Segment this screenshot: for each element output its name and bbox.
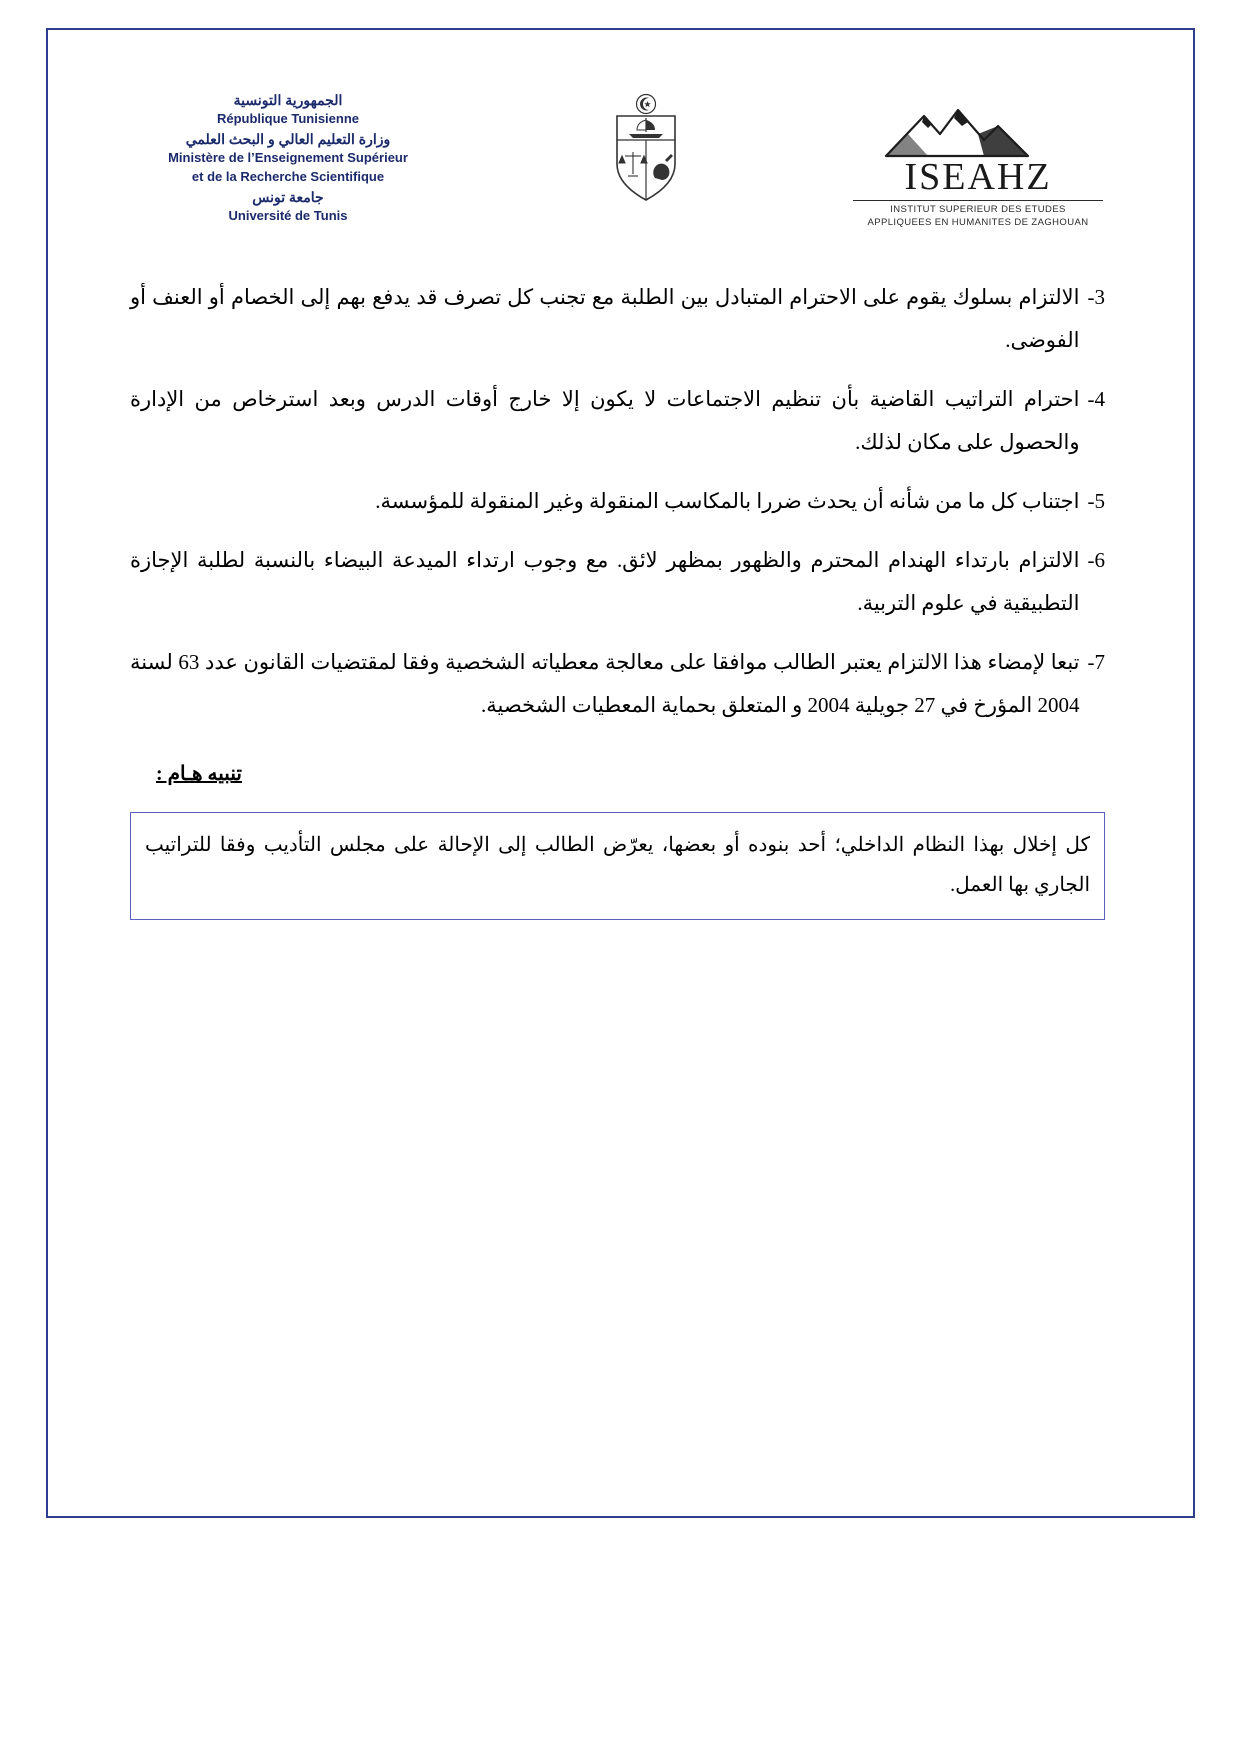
clause-text: احترام التراتيب القاضية بأن تنظيم الاجتماعات لا يكون إلا خارج أوقات الدرس وبعد استرخاص من الإدارة والحصول على مكان لذلك. [130, 386, 1080, 454]
ministry-line-3: وزارة التعليم العالي و البحث العلمي [185, 131, 391, 148]
institute-logo-subtitle [853, 200, 1103, 230]
ministry-heading [138, 90, 438, 226]
clause-item [130, 480, 1105, 523]
ministry-line-2: République Tunisienne [216, 111, 360, 127]
ministry-line-7: Université de Tunis [228, 208, 348, 224]
institute-logo [853, 100, 1103, 230]
clause-text: الالتزام بارتداء الهندام المحترم والظهور بمظهر لائق. مع وجوب ارتداء الميدعة البيضاء بالنسبة لطلبة الإجازة التطبيقية في علوم التربية. [130, 547, 1080, 615]
institute-logo-subtitle-line1: INSTITUT SUPERIEUR DES ETUDES [890, 204, 1066, 215]
clause-number: 3- [1087, 284, 1105, 309]
ministry-line-6: جامعة تونس [252, 189, 324, 206]
notice-box [130, 812, 1105, 920]
institute-logo-name: ISEAHZ [904, 156, 1052, 198]
clause-list [108, 276, 1133, 920]
page-content [48, 30, 1193, 1516]
document-header [108, 70, 1133, 230]
clause-item [130, 539, 1105, 625]
clause-item [130, 378, 1105, 464]
clause-item [130, 641, 1105, 727]
institute-logo-subtitle-line2: APPLIQUEES EN HUMANITES DE ZAGHOUAN [867, 216, 1089, 228]
ministry-line-1: الجمهورية التونسية [233, 92, 343, 108]
clause-text: الالتزام بسلوك يقوم على الاحترام المتبادل بين الطلبة مع تجنب كل تصرف قد يدفع بهم إلى الخصام أو العنف أو الفوضى. [130, 284, 1080, 352]
ministry-line-5: et de la Recherche Scientifique [191, 169, 385, 185]
clause-number: 4- [1087, 386, 1105, 411]
clause-number: 6- [1087, 547, 1105, 572]
clause-item [130, 276, 1105, 362]
clause-text: اجتناب كل ما من شأنه أن يحدث ضررا بالمكاسب المنقولة وغير المنقولة للمؤسسة. [375, 488, 1080, 513]
clause-number: 7- [1087, 649, 1105, 674]
notice-label: تنبيه هـام : [156, 763, 242, 786]
clause-number: 5- [1087, 488, 1105, 513]
notice-text: كل إخلال بهذا النظام الداخلي؛ أحد بنوده أو بعضها، يعرّض الطالب إلى الإحالة على مجلس التأديب وفقا للتراتيب الجاري بها العمل. [145, 834, 1090, 897]
mountain-icon [878, 100, 1078, 162]
national-emblem-icon [603, 92, 689, 204]
clause-text: تبعا لإمضاء هذا الالتزام يعتبر الطالب موافقا على معالجة معطياته الشخصية وفقا لمقتضيات القانون عدد 63 لسنة 2004 المؤرخ في 27 جويلية 2004 و المتعلق بحماية المعطيات الشخصية. [130, 649, 1080, 717]
ministry-line-4: Ministère de l’Enseignement Supérieur [168, 150, 408, 166]
